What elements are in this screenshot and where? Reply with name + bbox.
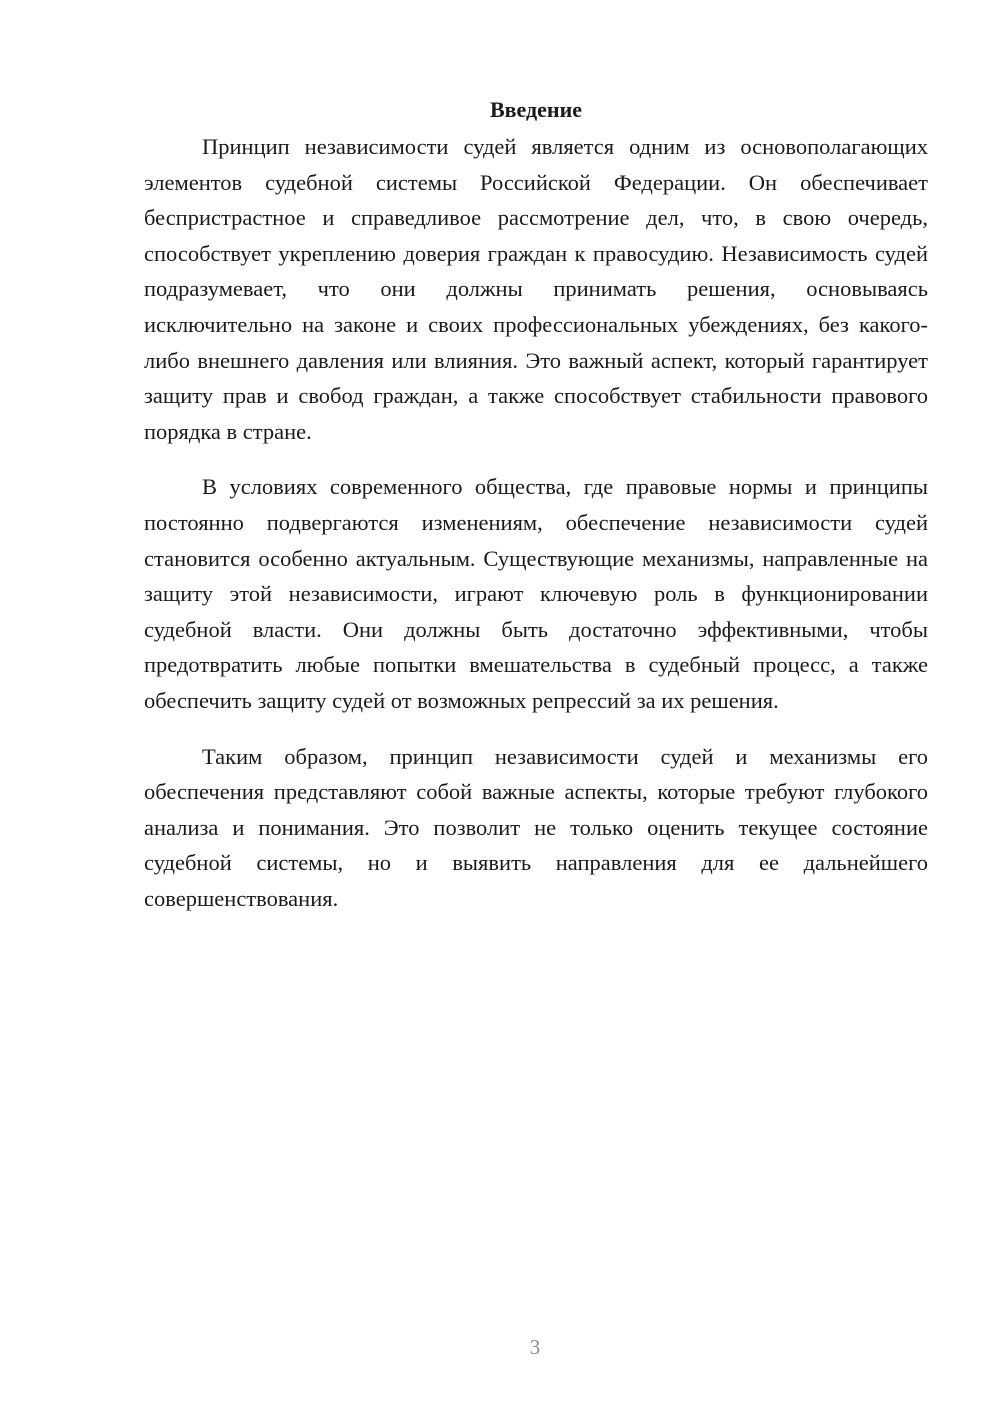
page-number: 3 [529,1335,541,1359]
paragraph-2: В условиях современного общества, где правовые нормы и принципы постоянно подвергаются изменениям, обеспечение независимости судей становится особенно актуальным. Существующие механизмы, направленные на защиту этой независимости, играют ключевую роль в функционировании судебной власти. Они должны быть достаточно эффективными, чтобы предотвратить любые попытки вмешательства в судебный процесс, а также обеспечить защиту судей от возможных репрессий за их решения. [144,474,928,713]
paragraph-3: Таким образом, принцип независимости судей и механизмы его обеспечения представляют собой важные аспекты, которые требуют глубокого анализа и понимания. Это позволит не только оценить текущее состояние судебной системы, но и выявить направления для ее дальнейшего совершенствования. [144,743,928,911]
paragraph-1: Принцип независимости судей является одним из основополагающих элементов судебной системы Российской Федерации. Он обеспечивает беспристрастное и справедливое рассмотрение дел, что, в свою очередь, способствует укреплению доверия граждан к правосудию. Независимость судей подразумевает, что они должны принимать решения, основываясь исключительно на законе и своих профессиональных убеждениях, без какого-либо внешнего давления или влияния. Это важный аспект, который гарантирует защиту прав и свобод граждан, а также способствует стабильности правового порядка в стране. [144,134,928,444]
page-content [144,93,928,916]
section-title: Введение [489,97,583,122]
